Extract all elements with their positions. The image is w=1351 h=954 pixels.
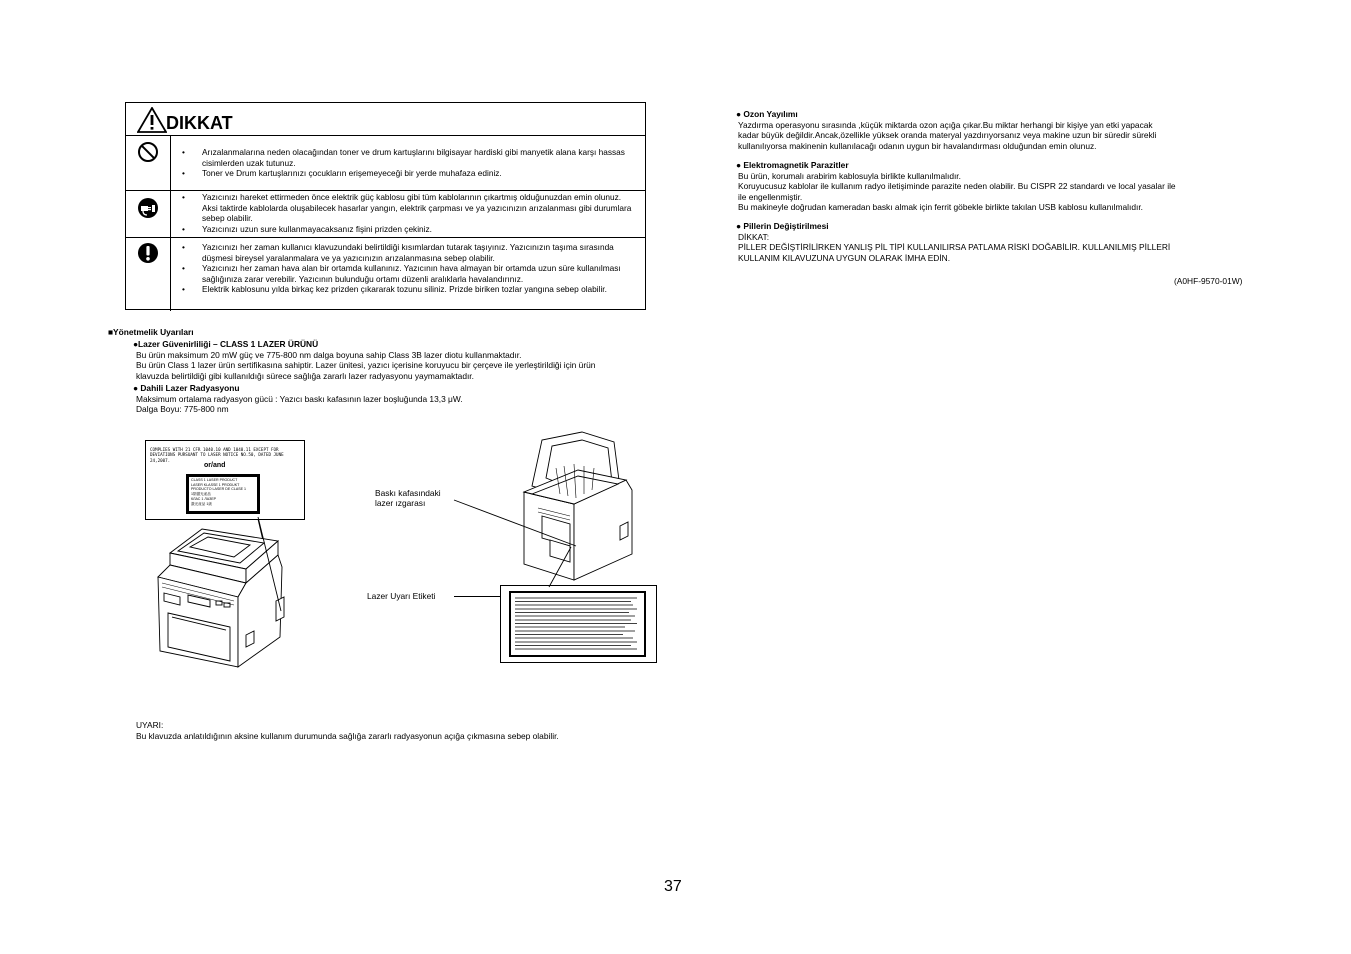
battery-title: ● Pillerin Değiştirilmesi: [736, 221, 829, 231]
laser-safety-text: Bu ürün maksimum 20 mW güç ve 775-800 nm dalga boyuna sahip Class 3B lazer diotu kullanmaktadır. Bu ürün Class 1 lazer ürün sertifikasına sahiptir. Lazer ünitesi, yazıcı içerisine koruyucu bir çerçeve ile yerleştirildiği için ürün klavuzda belirtildiği gibi kullanıldığı sürece sağlığa zararlı lazer radyasyonu yaymamaktadır.: [136, 350, 596, 381]
list-item: • Toner ve Drum kartuşlarınızı çocukların erişemeyeceği bir yerde muhafaza ediniz.: [182, 168, 637, 179]
caution-row-1: [126, 136, 645, 191]
caution-row-2: [126, 190, 645, 238]
list-item: • Elektrik kablosunu yılda birkaç kez prizden çıkararak tozunu siliniz. Prizde biriken tozlar yangına sebep olabilir.: [182, 284, 637, 295]
list-item: • Arızalanmalarına neden olacağından toner ve drum kartuşlarını bilgisayar hardiski gibi manyetik alana karşı hassas cisimlerden uzak tutunuz.: [182, 147, 637, 168]
internal-radiation-text: Maksimum ortalama radyasyon gücü : Yazıcı baskı kafasının lazer boşluğunda 13,3 μW. Dalga Boyu: 775-800 nm: [136, 394, 463, 415]
list-item: • Yazıcınızı her zaman hava alan bir ortamda kullanınız. Yazıcının hava almayan bir ortamda uzun süre kullanılması sağlığınıza zarar verebilir. Yazıcının bulunduğu ortamı düzenli aralıklarla havalandırınız.: [182, 263, 637, 284]
internal-radiation-title: ● Dahili Lazer Radyasyonu: [133, 383, 240, 393]
caution-box: [125, 102, 646, 310]
document-code: (A0HF-9570-01W): [1174, 276, 1243, 286]
list-item: • Yazıcınızı her zaman kullanıcı klavuzundaki belirtildiği kısımlardan tutarak taşıyınız. Yazıcınızın taşıma sırasında düşmesi bireysel yaralanmalara ve ya yazıcınızın arızalanmasına sebep olabilir.: [182, 242, 637, 263]
warning-title: UYARI:: [136, 720, 164, 730]
callout-warning-label: Lazer Uyarı Etiketi: [367, 591, 436, 601]
ozone-title: ● Ozon Yayılımı: [736, 109, 798, 119]
list-item: • Yazıcınızı uzun sure kullanmayacaksanız fişini prizden çekiniz.: [182, 224, 637, 235]
caution-list-2: [182, 192, 637, 234]
regulatory-heading: ■Yönetmelik Uyarıları: [108, 327, 194, 337]
callout-warning-leader: [454, 596, 500, 597]
list-item: • Yazıcınızı hareket ettirmeden önce elektrik güç kablosu gibi tüm kablolarının çıkartmış olduğunuzdan emin olunuz. Aksi taktirde kablolarda oluşabilecek hasarlar yangın, elektrik çarpması ve ya yazıcınızın arızalanması gibi durumlara sebep olabilir.: [182, 192, 637, 224]
warning-triangle-icon: [137, 107, 167, 133]
laser-warning-label-box: [500, 585, 657, 663]
ozone-text: Yazdırma operasyonu sırasında ,küçük miktarda ozon açığa çıkar.Bu miktar herhangi bir kişiye yan etki yapacak kadar büyük değildir.Ancak,özellikle yüksek oranda materyal yazdırıyorsanız veya makine uzun bir süredir sürekli kullanılıyorsa makinenin kullanılacağı odanın uygun bir havalandırması olduğundan emin olunuz.: [738, 120, 1157, 151]
laser-warning-label-text-lines: [513, 595, 642, 653]
exclamation-icon: [137, 242, 159, 264]
class1-label-text: CLASS 1 LASER PRODUCT LASER KLASSE 1 PRODUKT PRODUCTO LASER DE CLASE 1 1類激光產品 КЛАС 1 ЛАЗЕР 激光產品 1級: [189, 477, 257, 511]
battery-text: DİKKAT: PİLLER DEĞİŞTİRİLİRKEN YANLIŞ PİL TİPİ KULLANILIRSA PATLAMA RİSKİ DOĞABİLİR. KULLANILMIŞ PİLLERİ KULLANIM KILAVUZUNA UYGUN OLARAK İMHA EDİN.: [738, 232, 1171, 263]
unplug-icon: [137, 197, 159, 219]
page-number: 37: [664, 878, 682, 895]
prohibition-icon: [137, 141, 159, 163]
callout-aperture: Baskı kafasındaki lazer ızgarası: [375, 488, 441, 509]
or-and-text: or/and: [204, 462, 226, 469]
emi-text: Bu ürün, korumalı arabirim kablosuyla birlikte kullanılmalıdır. Koruyucusuz kablolar ile kullanım radyo iletişiminde parazite neden olabilir. Bu CISPR 22 standardı ve local yasalar ile ile engellenmiştir. Bu makineyle doğrudan kameradan baskı almak için ferrit göbekle birlikte takılan USB kablosu kullanılmalıdır.: [738, 171, 1176, 213]
warning-label-pointer-line: [545, 545, 575, 590]
caution-list-1: [182, 147, 637, 179]
caution-row-3: [126, 237, 645, 311]
label-pointer-line: [255, 515, 285, 615]
compliance-label-text: COMPLIES WITH 21 CFR 1040.10 AND 1040.11 EXCEPT FOR DEVIATIONS PURSUANT TO LASER NOTICE NO.50, DATED JUNE 24,2007.: [150, 447, 284, 463]
warning-text: Bu klavuzda anlatıldığının aksine kullanım durumunda sağlığa zararlı radyasyonun açığa çıkmasına sebep olabilir.: [136, 731, 559, 741]
caution-header: [126, 103, 645, 136]
caution-title: DIKKAT: [166, 113, 233, 133]
emi-title: ● Elektromagnetik Parazitler: [736, 160, 849, 170]
laser-warning-label: [509, 591, 646, 657]
callout-aperture-leader: [432, 490, 582, 550]
caution-list-3: [182, 242, 637, 295]
laser-safety-title: ●Lazer Güvenirliliği – CLASS 1 LAZER ÜRÜNÜ: [133, 339, 319, 349]
